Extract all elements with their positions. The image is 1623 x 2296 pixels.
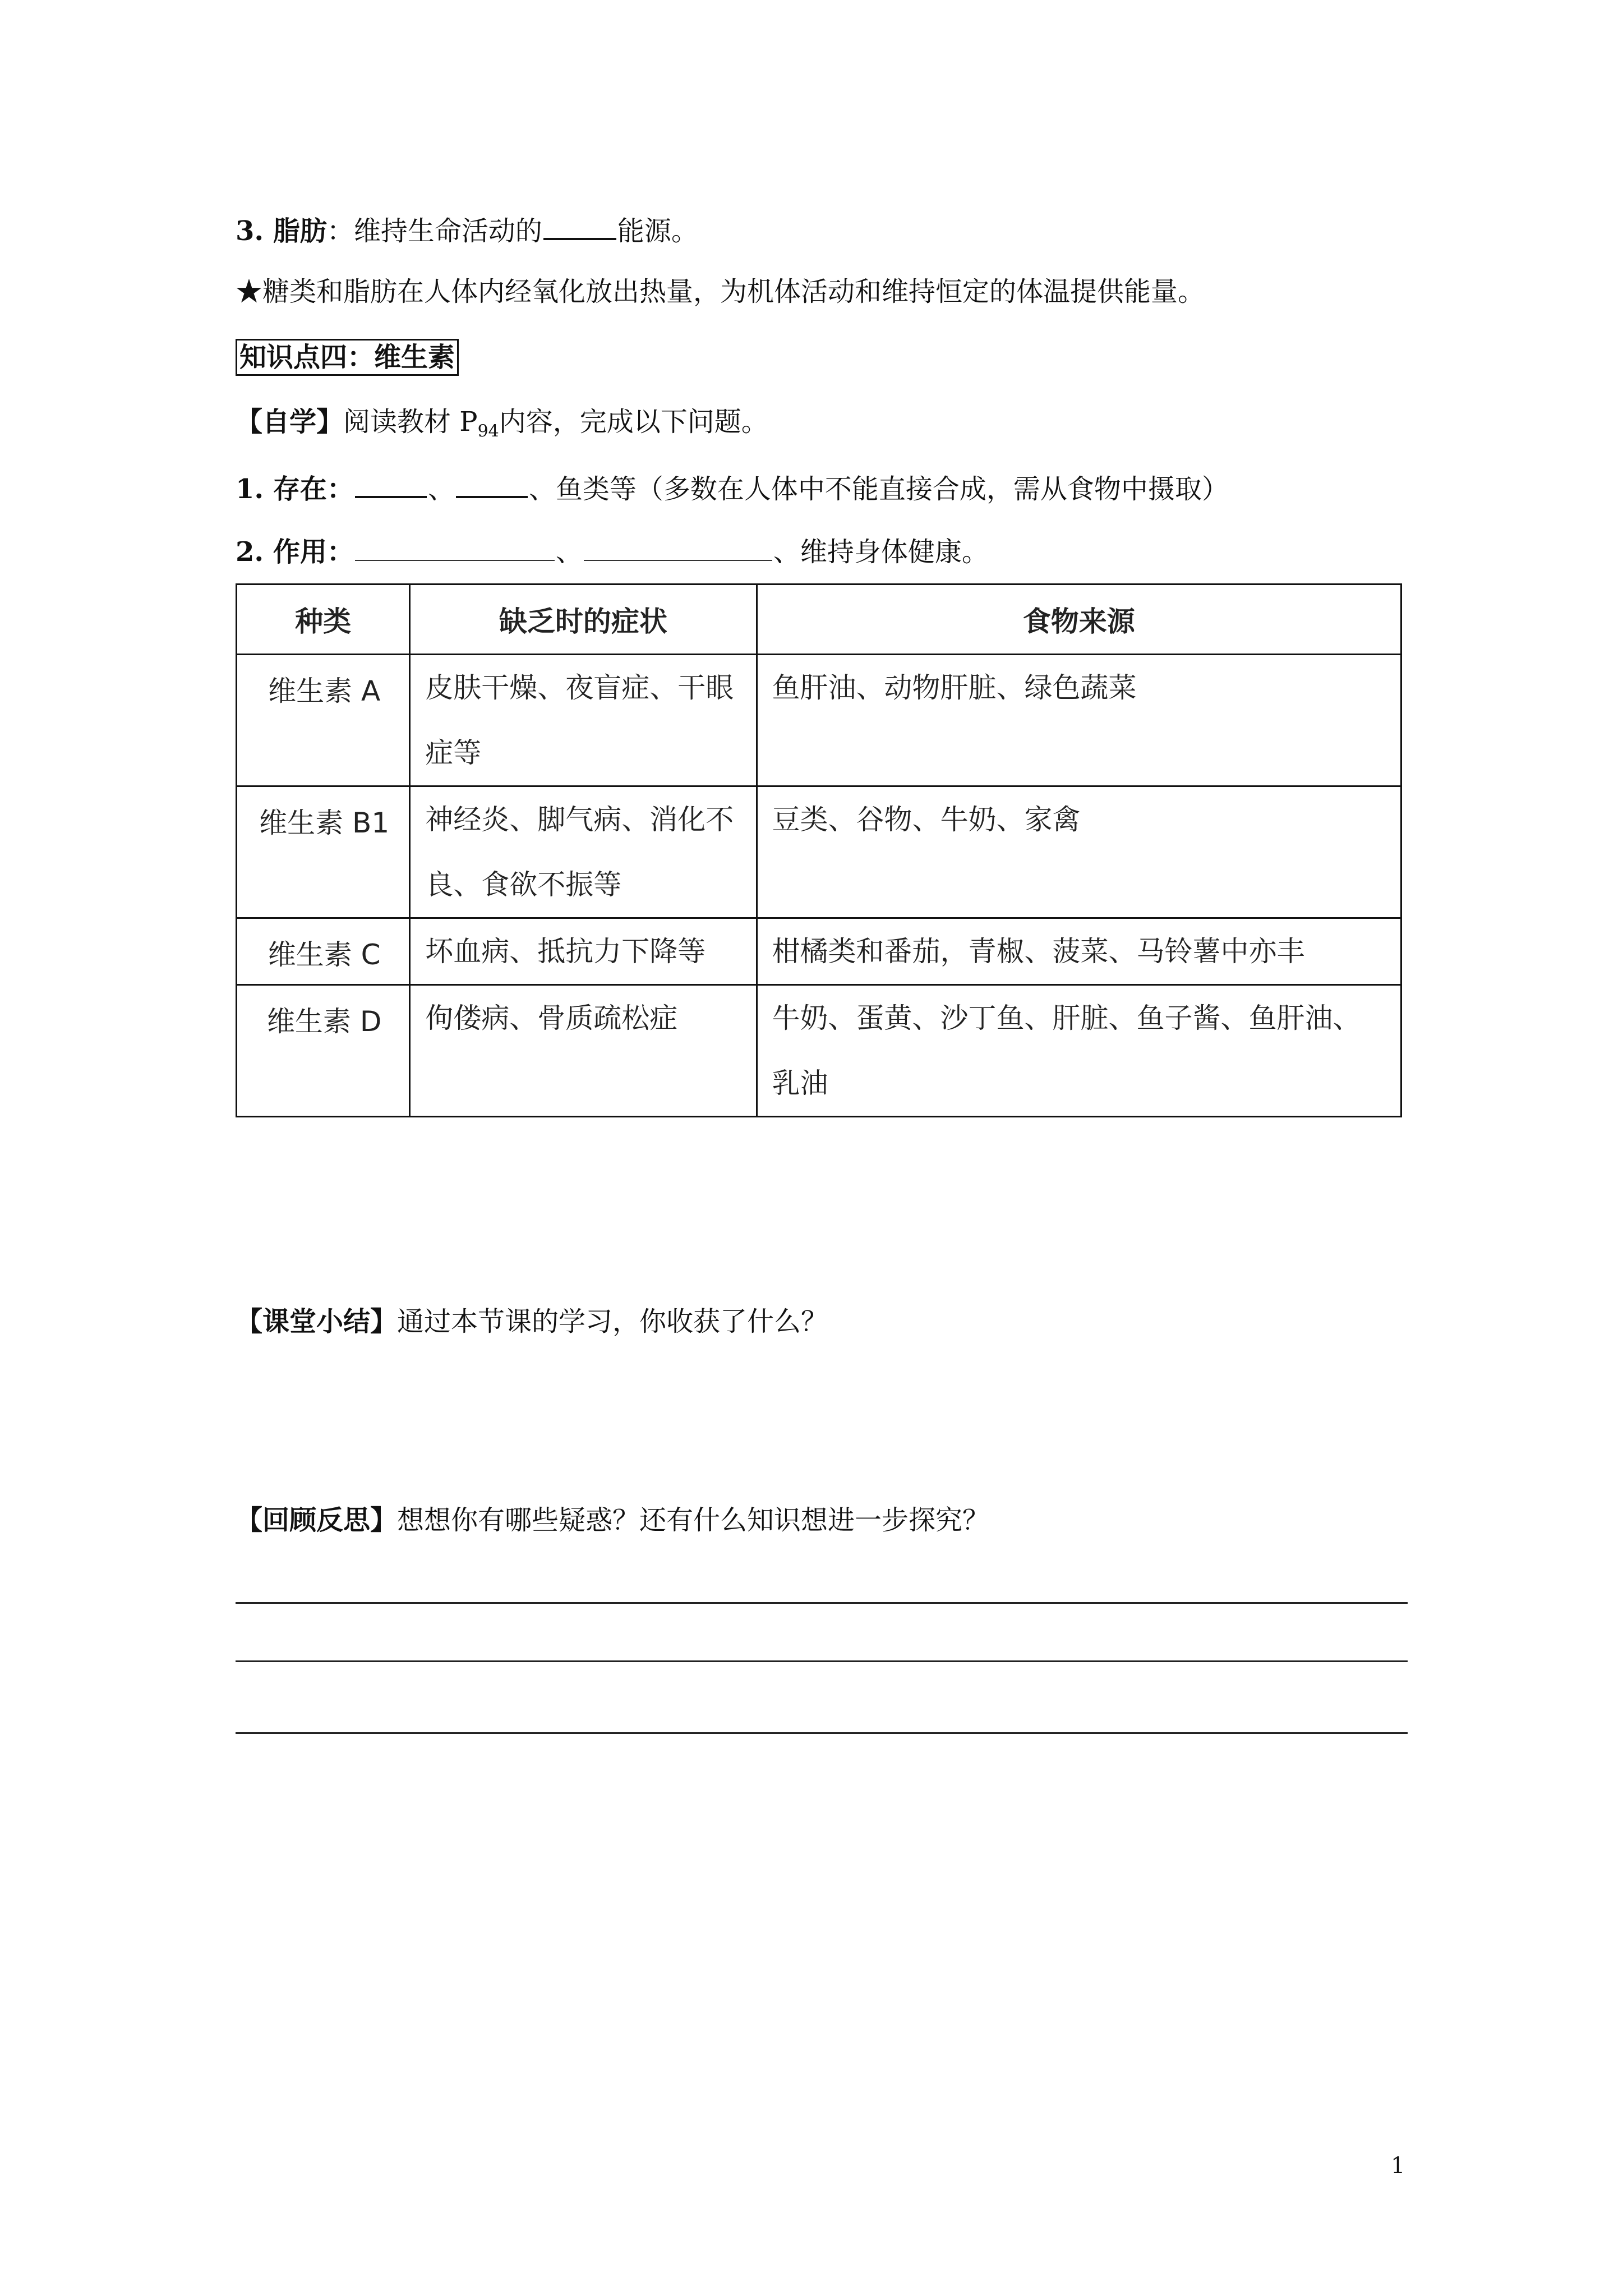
cell-type: 维生素 B1 [237,786,410,918]
role-blank-2[interactable] [584,536,772,561]
fat-text-before: ：维持生命活动的 [326,215,542,247]
header-type: 种类 [237,585,410,655]
exist-text-after: 、鱼类等（多数在人体中不能直接合成，需从食物中摄取） [528,473,1229,505]
reflection-line [236,1504,990,1536]
role-sep: 、 [555,536,583,568]
answer-line-2[interactable] [236,1660,1408,1662]
role-colon: ： [326,536,354,568]
summary-label: 【课堂小结】 [236,1306,398,1337]
page-number: 1 [1391,2153,1405,2179]
reflection-label: 【回顾反思】 [236,1504,398,1536]
table-row [237,655,1401,786]
cell-source: 鱼肝油、动物肝脏、绿色蔬菜 [757,655,1401,786]
cell-type: 维生素 D [237,985,410,1117]
exist-sep: 、 [427,473,455,505]
cell-type: 维生素 A [237,655,410,786]
self-study-page-sub: 94 [477,421,499,441]
cell-symptom: 佝偻病、骨质疏松症 [410,985,757,1117]
self-study-label: 【自学】 [236,406,344,438]
section-title-line [236,339,459,376]
table-row [237,985,1401,1117]
cell-source: 柑橘类和番茄，青椒、菠菜、马铃薯中亦丰 [757,918,1401,985]
table-header-row [237,585,1401,655]
cell-symptom: 神经炎、脚气病、消化不良、食欲不振等 [410,786,757,918]
vitamin-table [236,583,1402,1117]
role-blank-1[interactable] [355,536,555,561]
fat-blank[interactable] [543,214,616,240]
role-text-after: 、维持身体健康。 [773,536,989,568]
answer-line-3[interactable] [236,1732,1408,1734]
star-note: ★糖类和脂肪在人体内经氧化放出热量，为机体活动和维持恒定的体温提供能量。 [236,276,1205,307]
fat-line [236,214,698,245]
summary-line [236,1308,828,1335]
role-line [236,536,989,568]
exist-colon: ： [326,473,354,505]
header-source: 食物来源 [757,585,1401,655]
cell-source: 豆类、谷物、牛奶、家禽 [757,786,1401,918]
cell-symptom: 坏血病、抵抗力下降等 [410,918,757,985]
self-study-text-after: 内容，完成以下问题。 [499,406,768,438]
exist-blank-1[interactable] [355,472,427,498]
self-study-line [236,408,768,440]
cell-type: 维生素 C [237,918,410,985]
summary-text: 通过本节课的学习，你收获了什么？ [397,1306,828,1337]
answer-line-1[interactable] [236,1602,1408,1604]
reflection-text: 想想你有哪些疑惑？还有什么知识想进一步探究？ [397,1504,990,1536]
cell-source: 牛奶、蛋黄、沙丁鱼、肝脏、鱼子酱、鱼肝油、乳油 [757,985,1401,1117]
role-label: 2. 作用 [236,536,327,568]
exist-line [236,472,1229,503]
header-symptom: 缺乏时的症状 [410,585,757,655]
section-title: 知识点四：维生素 [236,339,459,376]
exist-blank-2[interactable] [456,472,528,498]
fat-text-after: 能源。 [617,215,698,247]
cell-symptom: 皮肤干燥、夜盲症、干眼症等 [410,655,757,786]
exist-label: 1. 存在 [236,473,327,505]
fat-label: 3. 脂肪 [236,215,327,247]
table-row [237,918,1401,985]
self-study-text-before: 阅读教材 P [343,406,478,438]
table-row [237,786,1401,918]
